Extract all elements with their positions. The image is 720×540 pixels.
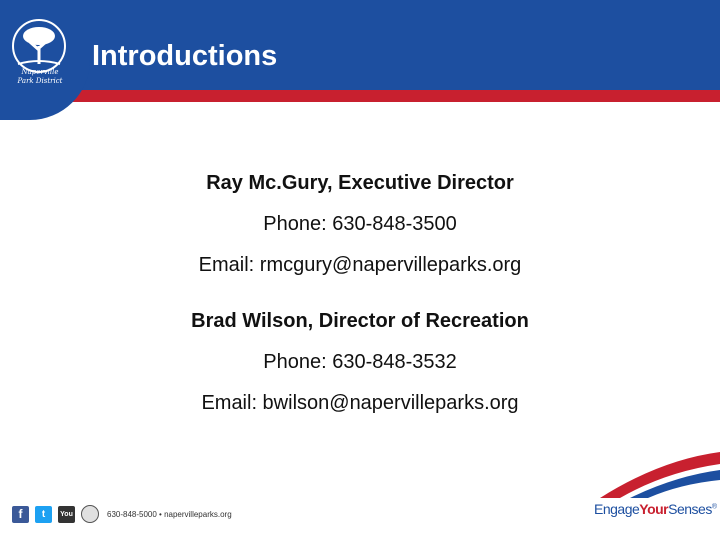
contact-card — [0, 301, 720, 424]
contact-phone: Phone: 630-848-3532 — [263, 351, 457, 373]
footer-bar — [12, 503, 232, 525]
tree-icon — [6, 16, 72, 76]
contact-list — [0, 163, 720, 424]
brand-tagline — [594, 501, 717, 517]
brand-mark: ® — [711, 503, 717, 511]
brand-mid: Your — [639, 501, 669, 517]
contact-spacer — [0, 286, 720, 301]
contact-phone: Phone: 630-848-3500 — [263, 213, 457, 235]
seal-icon — [81, 505, 99, 523]
brand-post: Senses — [668, 501, 712, 517]
footer-contact-line: 630-848-5000 • napervilleparks.org — [107, 509, 232, 519]
facebook-icon[interactable]: f — [12, 506, 29, 523]
brand-pre: Engage — [594, 501, 640, 517]
contact-card — [0, 163, 720, 286]
logo-text — [8, 68, 72, 86]
logo-line-2: Park District — [17, 77, 63, 85]
decorative-swoosh — [560, 440, 720, 500]
header-red-stripe — [0, 90, 720, 102]
contact-email: Email: rmcgury@napervilleparks.org — [198, 254, 522, 276]
logo-line-1: Naperville — [21, 68, 59, 76]
youtube-icon[interactable]: You — [58, 506, 75, 523]
twitter-icon[interactable]: t — [35, 506, 52, 523]
contact-name: Ray Mc.Gury, Executive Director — [206, 172, 514, 194]
contact-email: Email: bwilson@napervilleparks.org — [201, 392, 519, 414]
contact-name: Brad Wilson, Director of Recreation — [191, 310, 529, 332]
slide-title: Introductions — [92, 40, 278, 72]
